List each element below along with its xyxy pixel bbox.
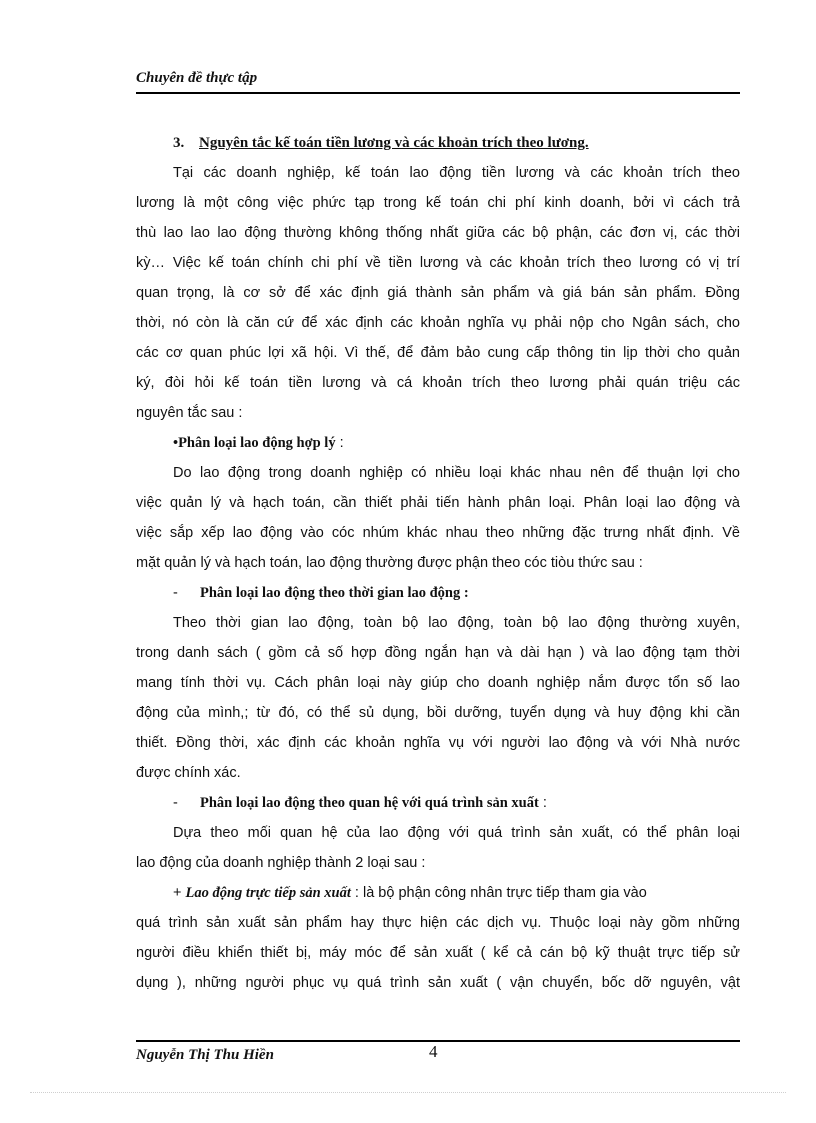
paragraph-line: được chính xác. [136,765,241,781]
section-heading [136,128,740,158]
section-title: Nguyên tắc kế toán tiền lương và các khoản trích theo lương. [199,135,589,151]
paragraph-line: nguyên tắc sau : [136,405,243,421]
dash-symbol: - [173,795,178,811]
page-number: 4 [429,1042,438,1061]
paragraph-line: thời, nó còn là căn cứ để xác định các khoản nghĩa vụ phải nộp cho Ngân sách, cho [136,315,740,331]
paragraph-line: thù lao lao lao động thường không thống nhất giữa các bộ phận, các đơn vị, các thời [136,225,740,241]
subheading-label: Phân loại lao động theo thời gian lao động : [200,585,469,601]
paragraph-line: lương là một công việc phức tạp trong kế toán chi phí kinh doanh, bởi vì cách trả [136,195,740,211]
direct-prefix: + [173,885,186,901]
page-edge-divider [30,1092,786,1093]
paragraph-line: việc quản lý và hạch toán, cần thiết phải tiến hành phân loại. Phân loại lao động và [136,495,740,511]
direct-labor-line [136,878,740,908]
bullet-label: Phân loại lao động hợp lý [178,435,336,451]
paragraph-line: việc sắp xếp lao động vào cóc nhúm khác nhau theo những đặc trưng nhất định. Về [136,525,740,541]
bullet-symbol: • [173,435,179,451]
paragraph-line: quá trình sản xuất sản phẩm hay thực hiện các dịch vụ. Thuộc loại này gồm những [136,915,740,931]
bullet-heading [136,428,740,458]
direct-label: Lao động trực tiếp sản xuất [185,885,351,901]
bullet-suffix: : [335,435,344,451]
paragraph-line: người điều khiển thiết bị, máy móc để sản xuất ( kể cả cán bộ kỹ thuật trực tiếp sử [136,945,740,961]
paragraph-line: mang tính thời vụ. Cách phân loại này giúp cho doanh nghiệp nắm được tổn số lao [136,675,740,691]
paragraph-line: ký, đòi hỏi kế toán tiền lương và cá khoản trích theo lương phải quán triệu các [136,375,740,391]
footer-author: Nguyễn Thị Thu Hiền [136,1047,274,1063]
paragraph-line: trong danh sách ( gồm cả số hợp đồng ngắn hạn và dài hạn ) và lao động tạm thời [136,645,740,661]
paragraph-line: quan trọng, là cơ sở để xác định giá thành sản phẩm và giá bán sản phẩm. Đồng [136,285,740,301]
paragraph-line: mặt quản lý và hạch toán, lao động thường được phận theo cóc tiòu thức sau : [136,555,643,571]
direct-first-rest: : là bộ phận công nhân trực tiếp tham gia vào [350,885,647,901]
paragraph-line: kỳ… Việc kế toán chính chi phí về tiền lương và các khoản trích theo lương có vị trí [136,255,740,271]
paragraph-line: Tại các doanh nghiệp, kế toán lao động tiền lương và các khoản trích theo [173,165,740,181]
page-footer [136,1040,740,1072]
paragraph-line: Do lao động trong doanh nghiệp có nhiều loại khác nhau nên để thuận lợi cho [173,465,740,481]
paragraph-line: Dựa theo mối quan hệ của lao động với quá trình sản xuất, có thể phân loại [173,825,740,841]
subheading-label: Phân loại lao động theo quan hệ với quá trình sản xuất [200,795,539,811]
header-title: Chuyên đề thực tập [136,70,258,86]
subheading-suffix: : [538,795,547,811]
paragraph-line: thiết. Đồng thời, xác định các khoản nghĩa vụ với người lao động và với Nhà nước [136,735,740,751]
dash-symbol: - [173,585,178,601]
page-header [136,66,740,94]
subheading-relation [136,788,740,818]
paragraph-line: dụng ), những người phục vụ quá trình sản xuất ( vận chuyển, bốc dỡ nguyên, vật [136,975,740,991]
subheading-time [136,578,740,608]
paragraph-line: lao động của doanh nghiệp thành 2 loại sau : [136,855,426,871]
paragraph-line: Theo thời gian lao động, toàn bộ lao động, toàn bộ lao động thường xuyên, [173,615,740,631]
paragraph-line: các cơ quan phúc lợi xã hội. Vì thế, để đảm bảo cung cấp thông tin lịp thời cho quản [136,345,740,361]
section-number: 3. [173,135,185,151]
paragraph-line: động của mình,; từ đó, có thể sủ dụng, bồi dưỡng, tuyển dụng và huy động khi cần [136,705,740,721]
